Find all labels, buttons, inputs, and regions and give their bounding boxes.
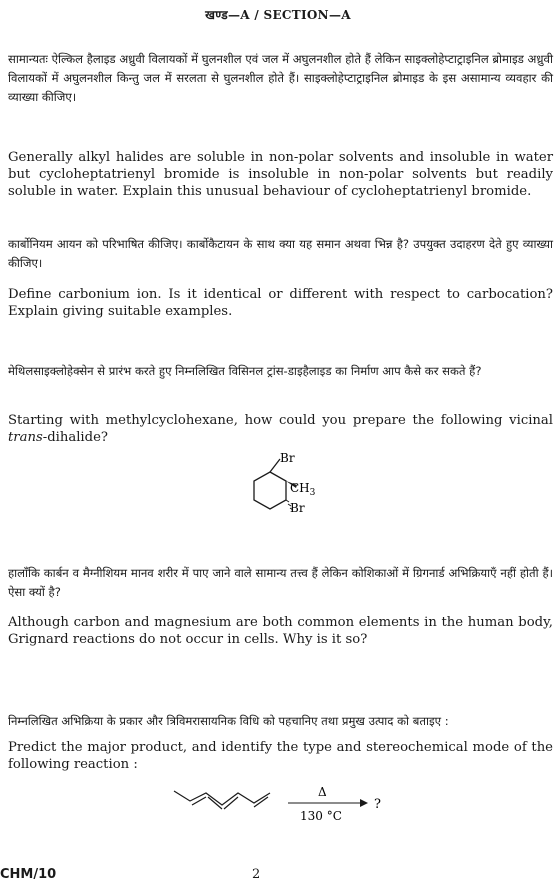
q1-english-text: Generally alkyl halides are soluble in non-polar solvents and insoluble in water but cycloheptatrienyl bromide is insoluble in non-polar solvents but readily soluble in water. Explain this unusual behaviour of cycloheptatrienyl bromide. <box>8 150 553 199</box>
temperature-label: 130 °C <box>300 809 342 823</box>
bond-to-br-top <box>270 459 280 472</box>
footer-page-number: 2 <box>252 867 261 882</box>
triene-chain <box>174 791 270 805</box>
q3-english-suffix: -dihalide? <box>42 430 108 445</box>
q3-english-prefix: Starting with methylcyclohexane, how could you prepare the following vicinal <box>8 413 553 428</box>
double-bond-1 <box>192 797 206 805</box>
q4-english-text: Although carbon and magnesium are both common elements in the human body, Grignard reactions do not occur in cells. Why is it so? <box>8 615 553 647</box>
section-header: खण्ड—A / SECTION—A <box>205 8 351 22</box>
q3-english-text <box>8 412 553 446</box>
product-question-mark: ? <box>374 797 381 812</box>
q3-hindi-text: मेथिलसाइक्लोहेक्सेन से प्रारंभ करते हुए निम्नलिखित विसिनल ट्रांस-डाइहैलाइड का निर्माण आप कैसे कर सकते हैं? <box>8 364 482 378</box>
footer-paper-code: CHM/10 <box>0 867 57 882</box>
hash-bond-1 <box>286 500 289 502</box>
q3-english-italic: trans <box>8 430 43 445</box>
trans-dihalide-structure <box>228 452 328 527</box>
reaction-arrowhead <box>360 799 368 807</box>
heat-symbol: Δ <box>318 785 327 799</box>
br-bottom-label: Br <box>290 501 305 515</box>
q2-english-text: Define carbonium ion. Is it identical or different with respect to carbocation? Explain giving suitable examples. <box>8 287 553 319</box>
cyclohexane-ring <box>254 472 286 509</box>
q5-hindi-text: निम्नलिखित अभिक्रिया के प्रकार और त्रिविमरासायनिक विधि को पहचानिए तथा प्रमुख उत्पाद को बताइए : <box>8 714 449 728</box>
q1-hindi-text: सामान्यतः ऐल्किल हैलाइड अध्रुवी विलायकों में घुलनशील एवं जल में अघुलनशील होते हैं लेकिन साइक्लोहेप्टाट्राइनिल ब्रोमाइड अध्रुवी विलायकों में अघुलनशील किन्तु जल में सरलता से घुलनशील होते हैं। साइक्लोहेप्टाट्राइनिल ब्रोमाइड के इस असामान्य व्यवहार की व्याख्या कीजिए। <box>8 52 553 104</box>
q2-hindi-text: कार्बोनियम आयन को परिभाषित कीजिए। कार्बोकैटायन के साथ क्या यह समान अथवा भिन्न है? उपयुक्त उदाहरण देते हुए व्याख्या कीजिए। <box>8 237 553 270</box>
br-top-label: Br <box>280 452 295 465</box>
ch3-label: $CH_3$ <box>290 481 316 498</box>
q5-english-text: Predict the major product, and identify the type and stereochemical mode of the following reaction : <box>8 740 553 772</box>
q4-hindi-text: हालाँकि कार्बन व मैग्नीशियम मानव शरीर में पाए जाने वाले सामान्य तत्त्व हैं लेकिन कोशिकाओं में ग्रिगनार्ड अभिक्रियाएँ नहीं होती हैं। ऐसा क्यों है? <box>8 566 553 599</box>
reaction-scheme <box>168 783 398 835</box>
